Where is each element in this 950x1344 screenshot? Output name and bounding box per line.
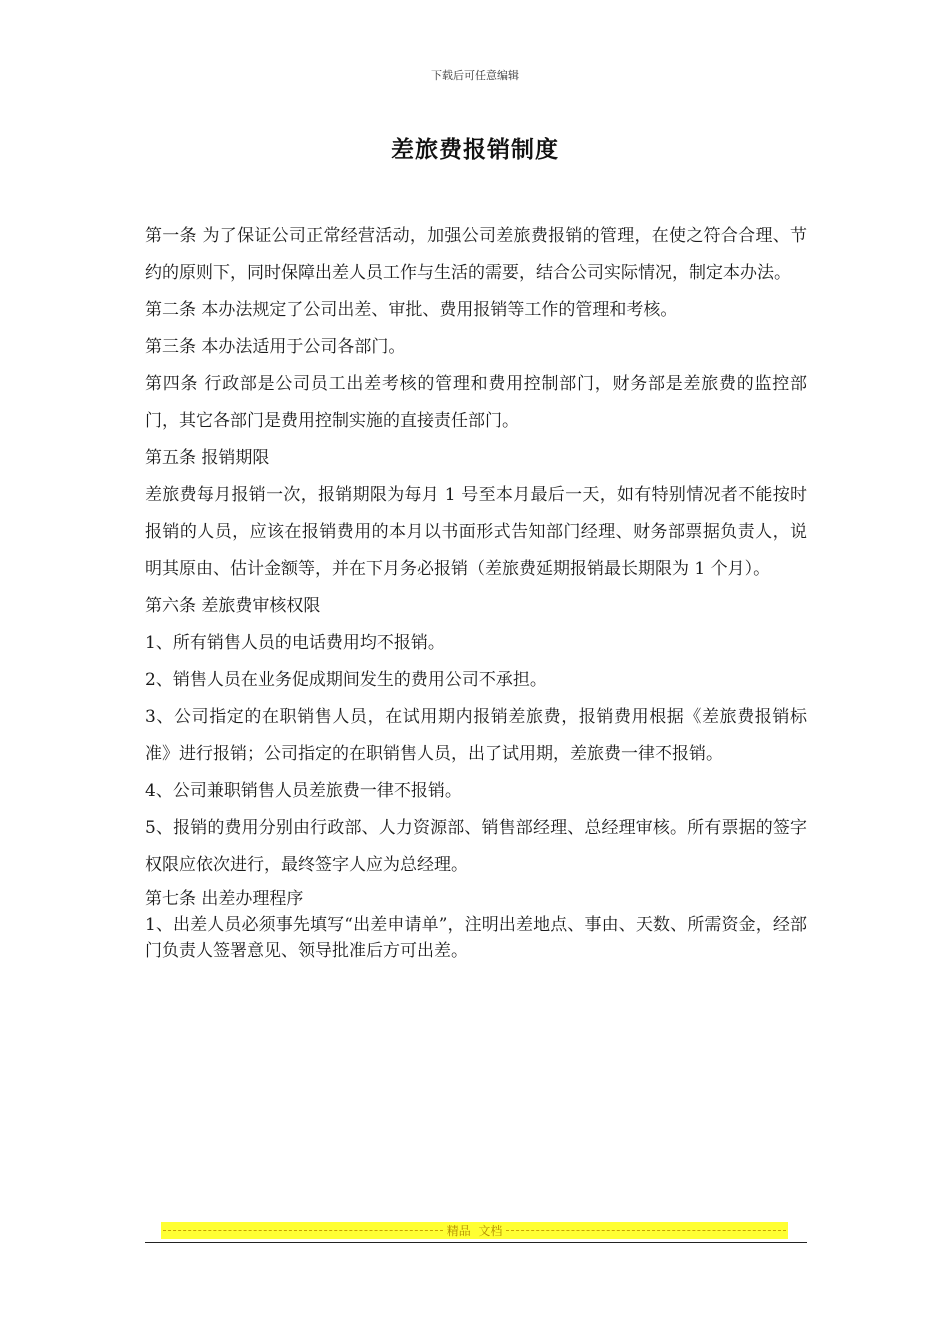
paragraph-article-3: 第三条 本办法适用于公司各部门。 [145, 337, 406, 357]
paragraph-article-6-item-4: 4、公司兼职销售人员差旅费一律不报销。 [145, 781, 462, 801]
paragraph-article-2: 第二条 本办法规定了公司出差、审批、费用报销等工作的管理和考核。 [145, 300, 678, 320]
paragraph-article-6-item-3: 3、公司指定的在职销售人员，在试用期内报销差旅费，报销费用根据《差旅费报销标准》进行报销；公司指定的在职销售人员，出了试用期，差旅费一律不报销。 [145, 707, 807, 764]
paragraph-article-7-heading: 第七条 出差办理程序 [145, 889, 304, 909]
footer-rule [145, 1242, 807, 1243]
paragraph-article-7-item-1: 1、出差人员必须事先填写“出差申请单”，注明出差地点、事由、天数、所需资金，经部门负责人签署意见、领导批准后方可出差。 [145, 915, 807, 961]
paragraph-article-4: 第四条 行政部是公司员工出差考核的管理和费用控制部门，财务部是差旅费的监控部门，其它各部门是费用控制实施的直接责任部门。 [145, 374, 807, 431]
footer-banner [161, 1222, 788, 1239]
paragraph-article-6-item-1: 1、所有销售人员的电话费用均不报销。 [145, 633, 445, 653]
document-title: 差旅费报销制度 [391, 136, 559, 163]
paragraph-article-5-body: 差旅费每月报销一次，报销期限为每月 1 号至本月最后一天，如有特别情况者不能按时报销的人员，应该在报销费用的本月以书面形式告知部门经理、财务部票据负责人，说明其原由、估计金额等，并在下月务必报销（差旅费延期报销最长期限为 1 个月）。 [145, 485, 807, 579]
paragraph-article-6-item-5: 5、报销的费用分别由行政部、人力资源部、销售部经理、总经理审核。所有票据的签字权限应依次进行，最终签字人应为总经理。 [145, 818, 807, 875]
footer-dash-left [163, 1230, 443, 1231]
paragraph-article-5-heading: 第五条 报销期限 [145, 448, 270, 468]
footer-dash-right [506, 1230, 786, 1231]
paragraph-article-6-heading: 第六条 差旅费审核权限 [145, 596, 321, 616]
document-body [145, 218, 807, 964]
paragraph-article-6-item-2: 2、销售人员在业务促成期间发生的费用公司不承担。 [145, 670, 547, 690]
header-note: 下载后可任意编辑 [431, 69, 519, 82]
footer-label: 精品 文档 [446, 1224, 503, 1238]
paragraph-article-1: 第一条 为了保证公司正常经营活动，加强公司差旅费报销的管理，在使之符合合理、节约的原则下，同时保障出差人员工作与生活的需要，结合公司实际情况，制定本办法。 [145, 226, 807, 283]
